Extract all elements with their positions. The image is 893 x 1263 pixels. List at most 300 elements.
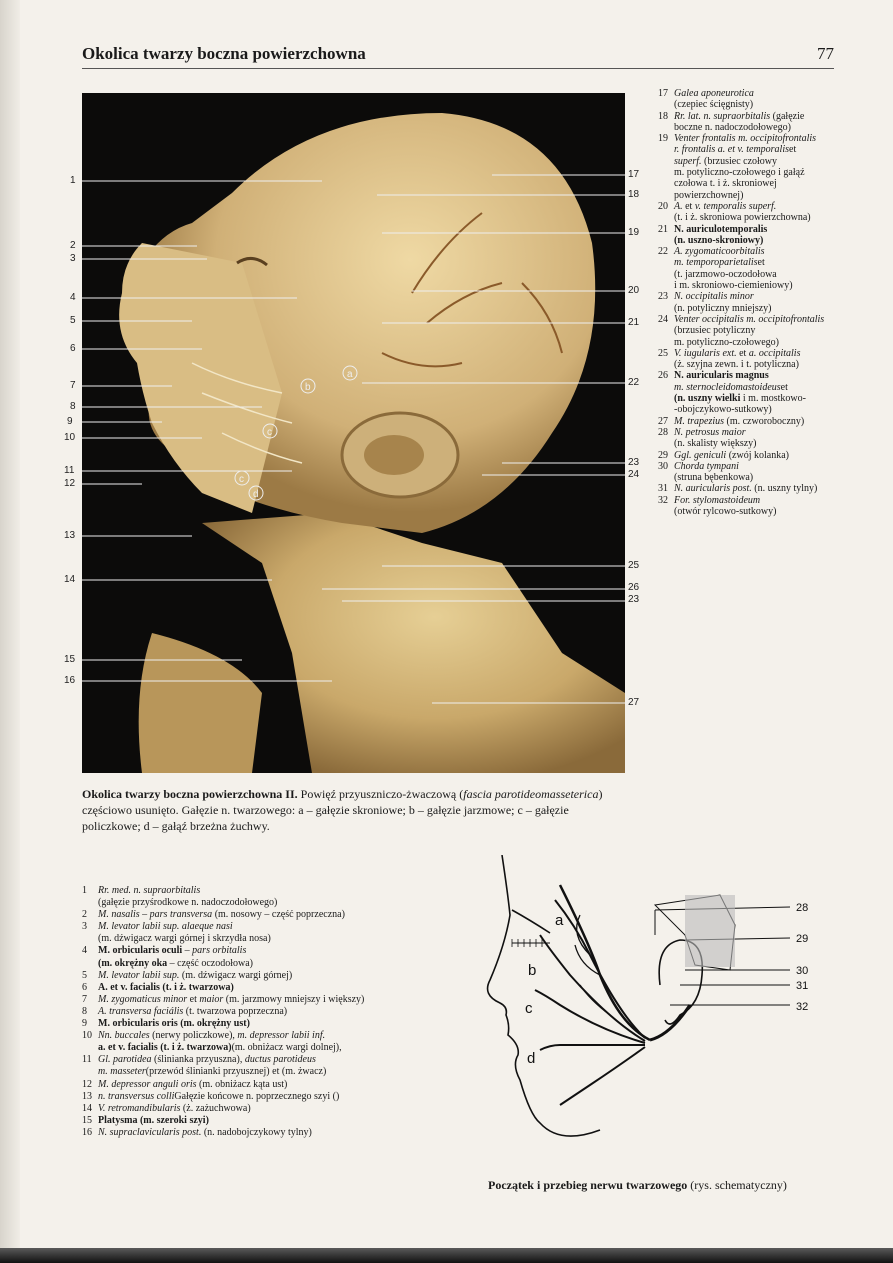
- legend-number: 15: [82, 1114, 92, 1126]
- legend-fragment: M. orbicularis oris (m. okrężny ust): [98, 1018, 250, 1030]
- legend-item: [82, 885, 412, 909]
- legend-fragment: v. temporalis superf.: [694, 200, 777, 212]
- legend-fragment: (n. uszny tylny): [751, 483, 818, 495]
- legend-item: [82, 1006, 412, 1018]
- photo-label-10: 10: [64, 432, 76, 443]
- page-title: Okolica twarzy boczna powierzchowna: [82, 44, 366, 63]
- legend-number: 28: [658, 426, 668, 438]
- legend-line: [674, 404, 848, 415]
- legend-fragment: r. frontalis a. et v. temporalis: [674, 144, 789, 156]
- photo-label-3: 3: [70, 253, 76, 264]
- legend-text: [98, 885, 412, 909]
- legend-fragment: Rr. med. n. supraorbitalis: [98, 885, 201, 896]
- legend-number: 20: [658, 200, 668, 212]
- legend-text: [674, 133, 848, 201]
- legend-text: [674, 291, 848, 314]
- legend-line: [674, 393, 848, 404]
- legend-item: [658, 314, 848, 348]
- legend-fragment: m. depressor labii inf.: [237, 1030, 326, 1042]
- legend-fragment: Galea aponeurotica: [674, 88, 754, 99]
- legend-line: [674, 348, 848, 359]
- legend-fragment: Platysma (m. szeroki szyi): [98, 1114, 209, 1126]
- legend-fragment: M. zygomaticus minor: [98, 993, 188, 1005]
- legend-fragment: Gl. parotidea: [98, 1054, 152, 1066]
- photo-label-15: 15: [64, 654, 76, 665]
- legend-line: [674, 144, 848, 155]
- legend-text: [674, 246, 848, 291]
- legend-number: 30: [658, 460, 668, 472]
- legend-text: [98, 1030, 412, 1054]
- legend-fragment: et: [780, 381, 788, 393]
- legend-item: [658, 461, 848, 484]
- legend-item: [82, 1127, 412, 1139]
- legend-item: [82, 1115, 412, 1127]
- legend-item: [82, 994, 412, 1006]
- legend-fragment: (czepiec ścięgnisty): [674, 99, 754, 111]
- legend-fragment: M. nasalis – pars transversa: [98, 909, 213, 921]
- legend-line: [674, 88, 848, 99]
- legend-fragment: – pars orbitalis: [182, 945, 247, 957]
- legend-line: [674, 382, 848, 393]
- photo-label-24: 24: [628, 469, 640, 480]
- photo-label-14: 14: [64, 574, 76, 585]
- legend-fragment: (zwój kolanka): [726, 449, 789, 461]
- legend-fragment: A.: [674, 200, 683, 212]
- legend-fragment: (n. potyliczny mniejszy): [674, 302, 772, 314]
- legend-line: [98, 970, 412, 982]
- legend-text: [98, 1115, 412, 1127]
- legend-line: [674, 427, 848, 438]
- legend-text: [674, 416, 848, 427]
- header-rule: [82, 68, 834, 69]
- photo-label-11: 11: [64, 465, 75, 476]
- page-header: [82, 44, 834, 68]
- legend-text: [98, 909, 412, 921]
- legend-fragment: V. iugularis ext.: [674, 347, 737, 359]
- legend-line: [98, 1054, 412, 1066]
- legend-line: [98, 994, 412, 1006]
- legend-number: 11: [82, 1054, 92, 1066]
- legend-number: 14: [82, 1102, 92, 1114]
- schema-caption-rest: (rys. schematyczny): [687, 1178, 787, 1192]
- legend-text: [98, 921, 412, 945]
- legend-number: 17: [658, 88, 668, 99]
- legend-fragment: et: [187, 993, 200, 1005]
- legend-fragment: M. orbicularis oculi: [98, 945, 183, 957]
- caption-text-2: ) częściowo usunięto. Gałęzie n. twarzowego: a – gałęzie skroniowe; b – gałęzie jarzmowe; c – gałęzie policzkowe; d – gałąź brzeżna żuchwy.: [82, 787, 603, 833]
- legend-line: [98, 885, 412, 897]
- legend-text: [674, 427, 848, 450]
- legend-fragment: (m. czworoboczny): [724, 415, 805, 427]
- legend-fragment: (m. dźwigacz wargi górnej i skrzydła nosa): [98, 933, 271, 945]
- legend-number: 27: [658, 415, 668, 427]
- schema-label-28: 28: [796, 902, 809, 914]
- legend-fragment: M. trapezius: [674, 415, 724, 427]
- photo-label-26: 26: [628, 582, 640, 593]
- legend-number: 6: [82, 981, 87, 993]
- schema-caption-title: Początek i przebieg nerwu twarzowego: [488, 1178, 688, 1192]
- legend-fragment: m. potyliczno-czołowego i gałąź: [674, 167, 805, 179]
- photo-label-1: 1: [70, 175, 76, 186]
- legend-line: [674, 99, 848, 110]
- legend-number: 12: [82, 1078, 92, 1090]
- legend-fragment: et: [757, 257, 765, 269]
- legend-line: [98, 1091, 412, 1103]
- legend-item: [82, 1091, 412, 1103]
- legend-fragment: (m. obniżacz kąta ust): [196, 1078, 288, 1090]
- caption-title: Okolica twarzy boczna powierzchowna II.: [82, 787, 298, 801]
- legend-fragment: N. supraclavicularis post.: [98, 1126, 202, 1138]
- legend-fragment: (t. twarzowa poprzeczna): [183, 1005, 288, 1017]
- legend-text: [674, 461, 848, 484]
- legend-line: [674, 280, 848, 291]
- legend-fragment: n. transversus colli: [98, 1090, 175, 1102]
- legend-line: [674, 438, 848, 449]
- legend-item: [82, 1079, 412, 1091]
- photo-label-22: 22: [628, 377, 640, 388]
- legend-number: 5: [82, 969, 87, 981]
- legend-fragment: et: [736, 347, 749, 359]
- legend-line: [674, 291, 848, 302]
- legend-line: [674, 461, 848, 472]
- legend-line: [674, 235, 848, 246]
- page-binding: [0, 0, 20, 1263]
- legend-item: [658, 348, 848, 371]
- legend-item: [658, 291, 848, 314]
- legend-number: 31: [658, 483, 668, 495]
- legend-number: 18: [658, 110, 668, 122]
- legend-item: [658, 201, 848, 224]
- legend-fragment: N. auriculotemporalis: [674, 223, 768, 235]
- schema-label-29: 29: [796, 933, 809, 945]
- legend-line: [674, 122, 848, 133]
- legend-number: 4: [82, 945, 87, 957]
- legend-item: [82, 921, 412, 945]
- schema-caption: [488, 1178, 828, 1193]
- photo-caption: [82, 786, 627, 834]
- legend-text: [674, 201, 848, 224]
- schema-label-31: 31: [796, 980, 809, 992]
- legend-fragment: (nerwy policzkowe),: [149, 1030, 238, 1042]
- legend-line: [98, 921, 412, 933]
- legend-item: [82, 945, 412, 969]
- legend-fragment: (brzusiec potyliczny: [674, 325, 756, 337]
- legend-item: [658, 88, 848, 111]
- legend-item: [658, 111, 848, 134]
- legend-line: [674, 416, 848, 427]
- photo-label-12: 12: [64, 478, 76, 489]
- legend-text: [98, 1054, 412, 1078]
- legend-text: [98, 994, 412, 1006]
- legend-number: 7: [82, 993, 87, 1005]
- legend-fragment: Rr. lat. n. supraorbitalis: [674, 110, 771, 122]
- legend-fragment: (m. okrężny oka: [98, 957, 168, 969]
- photo-letter-c: c: [267, 427, 272, 438]
- legend-line: [674, 212, 848, 223]
- legend-line: [98, 958, 412, 970]
- legend-fragment: (m. nosowy – część poprzeczna): [212, 909, 345, 921]
- legend-fragment: (otwór rylcowo-sutkowy): [674, 505, 777, 517]
- legend-fragment: A. zygomaticoorbitalis: [674, 246, 765, 258]
- legend-fragment: (przewód ślinianki przyusznej) et: [145, 1066, 282, 1078]
- legend-fragment: a. occipitalis: [748, 347, 801, 359]
- legend-text: [98, 1006, 412, 1018]
- legend-fragment: – część oczodołowa): [167, 957, 253, 969]
- legend-line: [674, 201, 848, 212]
- photo-label-23b: 23: [628, 594, 640, 605]
- legend-number: 19: [658, 133, 668, 145]
- legend-item: [658, 370, 848, 415]
- legend-line: [98, 1115, 412, 1127]
- photo-label-21: 21: [628, 317, 640, 328]
- legend-fragment: For. stylomastoideum: [674, 494, 761, 506]
- legend-number: 2: [82, 909, 87, 921]
- legend-fragment: boczne n. nadoczodołowego): [674, 121, 791, 133]
- legend-number: 26: [658, 370, 668, 382]
- legend-line: [674, 495, 848, 506]
- legend-number: 21: [658, 223, 668, 235]
- legend-fragment: i m. mostkowo-: [740, 393, 806, 405]
- legend-text: [674, 495, 848, 518]
- legend-fragment: (struna bębenkowa): [674, 472, 754, 484]
- legend-fragment: (m. obniżacz wargi dolnej),: [231, 1042, 342, 1054]
- photo-label-13: 13: [64, 530, 76, 541]
- photo-label-6: 6: [70, 343, 76, 354]
- photo-label-7: 7: [70, 380, 76, 391]
- legend-line: [98, 982, 412, 994]
- legend-line: [98, 897, 412, 909]
- legend-item: [658, 483, 848, 494]
- legend-line: [674, 224, 848, 235]
- legend-line: [98, 1127, 412, 1139]
- legend-item: [658, 427, 848, 450]
- schema-letter-a: a: [555, 912, 564, 929]
- legend-fragment: (ślinianka przyuszna),: [151, 1054, 245, 1066]
- photo-label-20: 20: [628, 285, 640, 296]
- legend-text: [98, 970, 412, 982]
- legend-text: [98, 945, 412, 969]
- legend-number: 22: [658, 246, 668, 258]
- legend-item: [658, 133, 848, 201]
- legend-fragment: (ż. szyjna zewn. i t. potyliczna): [674, 359, 799, 371]
- legend-text: [674, 88, 848, 111]
- legend-fragment: -obojczykowo-sutkowy): [674, 404, 772, 416]
- legend-line: [674, 246, 848, 257]
- legend-line: [674, 156, 848, 167]
- photo-label-25: 25: [628, 560, 640, 571]
- legend-text: [674, 314, 848, 348]
- legend-text: [674, 450, 848, 461]
- legend-number: 29: [658, 449, 668, 461]
- photo-label-4: 4: [70, 292, 76, 303]
- photo-label-8: 8: [70, 401, 76, 412]
- legend-fragment: i m. skroniowo-ciemieniowy): [674, 280, 793, 292]
- legend-fragment: N. auricularis post.: [674, 483, 752, 495]
- legend-number: 13: [82, 1090, 92, 1102]
- legend-fragment: powierzchownej): [674, 189, 744, 201]
- legend-text: [674, 224, 848, 247]
- legend-number: 8: [82, 1005, 87, 1017]
- photo-label-23: 23: [628, 457, 640, 468]
- legend-fragment: (ż. zażuchwowa): [180, 1102, 251, 1114]
- anatomy-photo: [82, 93, 625, 773]
- legend-item: [82, 970, 412, 982]
- legend-text: [98, 1018, 412, 1030]
- legend-line: [98, 1066, 412, 1078]
- legend-fragment: (brzusiec czołowy: [701, 155, 778, 167]
- legend-number: 24: [658, 313, 668, 325]
- legend-line: [98, 1006, 412, 1018]
- legend-line: [674, 178, 848, 189]
- photo-label-2: 2: [70, 240, 76, 251]
- legend-fragment: m. potyliczno-czołowego): [674, 336, 779, 348]
- legend-line: [674, 111, 848, 122]
- legend-fragment: superf.: [674, 155, 702, 167]
- legend-item: [658, 224, 848, 247]
- photo-label-27: 27: [628, 697, 640, 708]
- photo-letter-b: b: [305, 382, 311, 393]
- legend-item: [658, 495, 848, 518]
- legend-fragment: M. levator labii sup.: [98, 969, 180, 981]
- legend-fragment: et: [789, 144, 797, 156]
- legend-fragment: Ggl. geniculi: [674, 449, 727, 461]
- legend-fragment: V. retromandibularis: [98, 1102, 181, 1114]
- legend-fragment: (n. uszno-skroniowy): [674, 234, 764, 246]
- legend-fragment: maior: [199, 993, 224, 1005]
- photo-label-19: 19: [628, 227, 640, 238]
- legend-line: [674, 483, 848, 494]
- legend-fragment: (gałęzie: [770, 110, 805, 122]
- schema-label-32: 32: [796, 1001, 809, 1013]
- legend-number: 3: [82, 921, 87, 933]
- right-legend: [658, 88, 848, 517]
- legend-item: [82, 909, 412, 921]
- legend-text: [98, 1091, 412, 1103]
- legend-fragment: M. depressor anguli oris: [98, 1078, 197, 1090]
- photo-letter-a: a: [347, 369, 353, 380]
- legend-number: 9: [82, 1018, 87, 1030]
- legend-fragment: (m. żwacz): [281, 1066, 327, 1078]
- legend-item: [82, 1018, 412, 1030]
- legend-fragment: Gałęzie końcowe n. poprzecznego szyi (: [174, 1090, 336, 1102]
- legend-fragment: Chorda tympani: [674, 460, 739, 472]
- legend-text: [674, 348, 848, 371]
- legend-fragment: Nn. buccales: [98, 1030, 150, 1042]
- legend-line: [674, 269, 848, 280]
- legend-fragment: A. et v. facialis (t. i ż. twarzowa): [98, 981, 234, 993]
- legend-fragment: et: [682, 200, 695, 212]
- legend-number: 10: [82, 1030, 92, 1042]
- legend-fragment: A. transversa faciális: [98, 1005, 184, 1017]
- caption-text-1: Powięź przyuszniczo-żwaczową (: [297, 787, 464, 801]
- legend-number: 16: [82, 1126, 92, 1138]
- legend-fragment: (n. nadobojczykowy tylny): [201, 1126, 312, 1138]
- legend-line: [674, 257, 848, 268]
- legend-fragment: (gałęzie przyśrodkowe n. nadoczodołowego): [98, 897, 278, 909]
- legend-fragment: czołowa t. i ż. skroniowej: [674, 178, 777, 190]
- legend-line: [98, 1042, 412, 1054]
- legend-line: [98, 909, 412, 921]
- legend-item: [82, 1054, 412, 1078]
- schema-letter-b: b: [528, 962, 537, 979]
- dissection-illustration: [82, 93, 625, 773]
- legend-line: [674, 167, 848, 178]
- photo-label-17: 17: [628, 169, 640, 180]
- legend-fragment: ): [335, 1090, 340, 1102]
- legend-number: 23: [658, 291, 668, 303]
- legend-fragment: N. occipitalis minor: [674, 291, 754, 303]
- photo-letter-c2: c: [239, 474, 244, 485]
- photo-label-18: 18: [628, 189, 640, 200]
- photo-letter-d: d: [253, 489, 259, 500]
- legend-text: [98, 982, 412, 994]
- schema-label-30: 30: [796, 965, 809, 977]
- legend-fragment: Venter frontalis m. occipitofrontalis: [674, 133, 817, 145]
- left-legend: [82, 885, 412, 1139]
- photo-label-16: 16: [64, 675, 76, 686]
- legend-fragment: N. petrosus maior: [674, 426, 746, 438]
- schema-drawing: [480, 855, 820, 1155]
- legend-line: [674, 133, 848, 144]
- legend-fragment: Venter occipitalis m. occipitofrontalis: [674, 313, 825, 325]
- schema-letter-d: d: [527, 1050, 536, 1067]
- legend-fragment: (m. dźwigacz wargi górnej): [179, 969, 293, 981]
- legend-line: [674, 190, 848, 201]
- legend-text: [674, 111, 848, 134]
- legend-text: [674, 370, 848, 415]
- page-number: 77: [817, 44, 834, 63]
- legend-line: [674, 370, 848, 381]
- photo-label-5: 5: [70, 315, 76, 326]
- legend-line: [98, 933, 412, 945]
- legend-number: 1: [82, 885, 87, 896]
- page-bottom-edge: [0, 1248, 893, 1263]
- legend-fragment: (t. jarzmowo-oczodołowa: [674, 268, 777, 280]
- legend-fragment: m. sternocleidomastoideus: [674, 381, 781, 393]
- legend-fragment: (t. i ż. skroniowa powierzchowna): [674, 212, 811, 224]
- legend-line: [674, 472, 848, 483]
- facial-nerve-schema: [480, 855, 820, 1155]
- legend-line: [674, 314, 848, 325]
- legend-item: [658, 450, 848, 461]
- legend-fragment: m. temporoparietalis: [674, 257, 758, 269]
- legend-fragment: M. levator labii sup. alaeque nasi: [98, 921, 233, 933]
- legend-line: [674, 359, 848, 370]
- legend-line: [98, 1018, 412, 1030]
- legend-fragment: (n. skalisty większy): [674, 438, 757, 450]
- legend-text: [98, 1127, 412, 1139]
- legend-fragment: m. masseter: [98, 1066, 146, 1078]
- legend-item: [658, 246, 848, 291]
- legend-line: [674, 337, 848, 348]
- legend-item: [82, 1030, 412, 1054]
- legend-text: [98, 1079, 412, 1091]
- legend-line: [674, 506, 848, 517]
- legend-fragment: (m. jarzmowy mniejszy i większy): [223, 993, 365, 1005]
- caption-latin: fascia parotideomasseterica: [463, 787, 599, 801]
- schema-letter-c: c: [525, 1000, 533, 1017]
- legend-line: [674, 303, 848, 314]
- legend-fragment: N. auricularis magnus: [674, 370, 769, 382]
- legend-line: [98, 1030, 412, 1042]
- legend-line: [98, 945, 412, 957]
- legend-fragment: ductus parotideus: [244, 1054, 316, 1066]
- legend-line: [674, 450, 848, 461]
- photo-label-9: 9: [67, 416, 73, 427]
- legend-item: [82, 1103, 412, 1115]
- legend-text: [674, 483, 848, 494]
- legend-line: [98, 1079, 412, 1091]
